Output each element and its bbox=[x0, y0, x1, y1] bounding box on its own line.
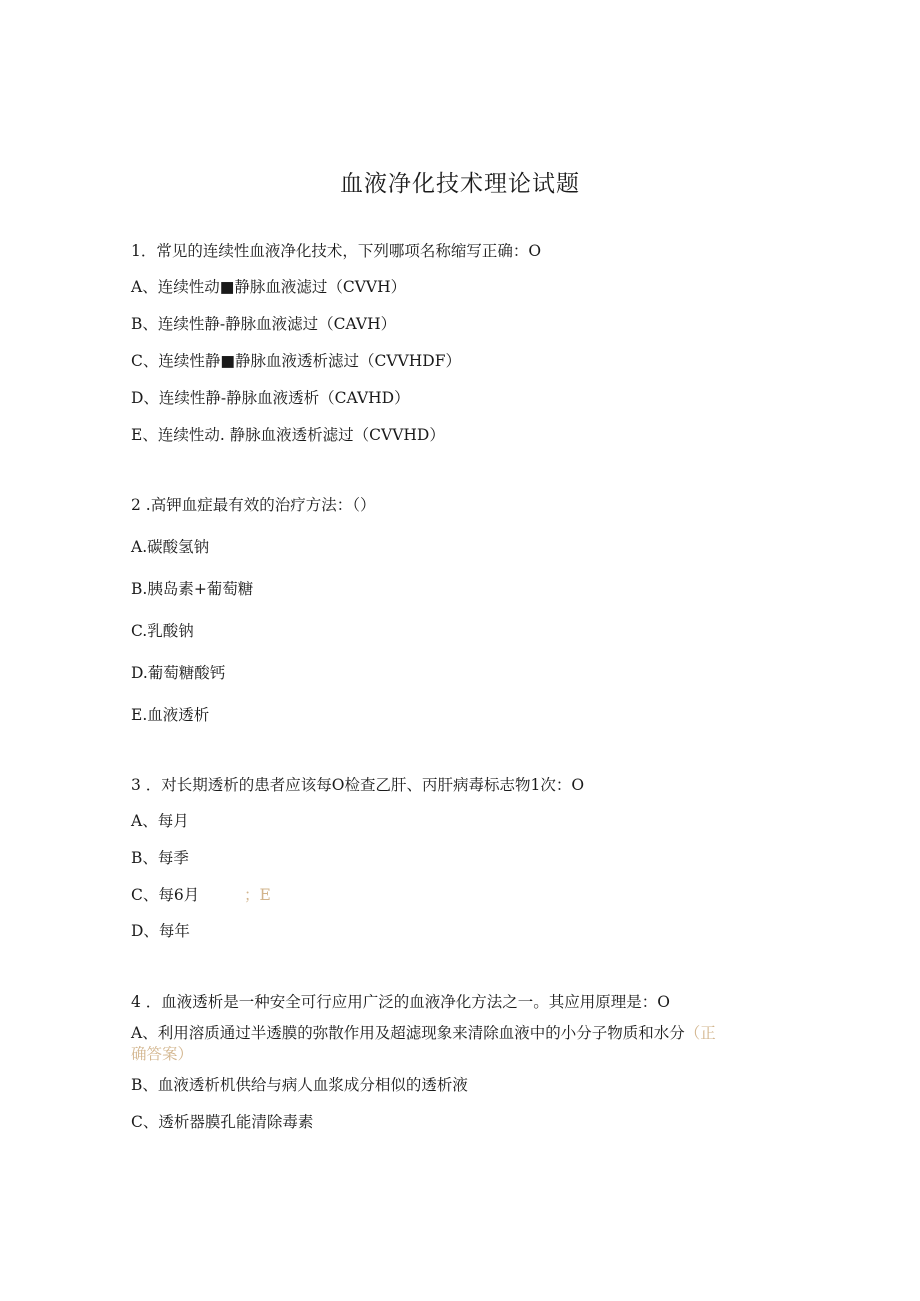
question-4-answer-annotation-2: 确答案） bbox=[131, 1045, 194, 1063]
question-4-answer-annotation-1: （正 bbox=[684, 1024, 716, 1042]
question-1-option-b: B、连续性静-静脉血液滤过（CAVH） bbox=[131, 315, 397, 333]
question-3-stem: 3 ．对长期透析的患者应该每O检查乙肝、丙肝病毒标志物1次：O bbox=[131, 776, 585, 794]
question-4-stem: 4 ．血液透析是一种安全可行应用广泛的血液净化方法之一。其应用原理是：O bbox=[131, 993, 670, 1011]
question-2-option-e: E.血液透析 bbox=[131, 706, 210, 724]
question-4-option-b: B、血液透析机供给与病人血浆成分相似的透析液 bbox=[131, 1076, 468, 1094]
question-4-option-a bbox=[131, 1023, 716, 1043]
question-2-option-d: D.葡萄糖酸钙 bbox=[131, 664, 226, 682]
page-title: 血液净化技术理论试题 bbox=[340, 171, 580, 197]
question-3-option-c-annotation: ；E bbox=[244, 886, 271, 904]
question-1-option-c: C、连续性静■静脉血液透析滤过（CVVHDF） bbox=[131, 352, 461, 370]
question-2-option-a: A.碳酸氢钠 bbox=[131, 538, 210, 556]
question-3-option-b: B、每季 bbox=[131, 849, 189, 867]
question-1-option-d: D、连续性静-静脉血液透析（CAVHD） bbox=[131, 389, 410, 407]
question-2-stem: 2 .高钾血症最有效的治疗方法：（） bbox=[131, 496, 376, 514]
question-3-option-a: A、每月 bbox=[131, 812, 189, 830]
question-4-option-c: C、透析器膜孔能清除毒素 bbox=[131, 1113, 314, 1131]
question-2-option-b: B.胰岛素+葡萄糖 bbox=[131, 580, 254, 598]
question-1-option-e: E、连续性动. 静脉血液透析滤过（CVVHD） bbox=[131, 426, 445, 444]
question-4-option-a-text: A、利用溶质通过半透膜的弥散作用及超滤现象来清除血液中的小分子物质和水分 bbox=[131, 1024, 685, 1042]
question-3-option-c: C、每6月 bbox=[131, 886, 200, 904]
question-2-option-c: C.乳酸钠 bbox=[131, 622, 194, 640]
question-1-option-a: A、连续性动■静脉血液滤过（CVVH） bbox=[131, 278, 407, 296]
question-3-option-d: D、每年 bbox=[131, 922, 190, 940]
question-1-stem: 1．常见的连续性血液净化技术，下列哪项名称缩写正确：O bbox=[131, 242, 542, 260]
